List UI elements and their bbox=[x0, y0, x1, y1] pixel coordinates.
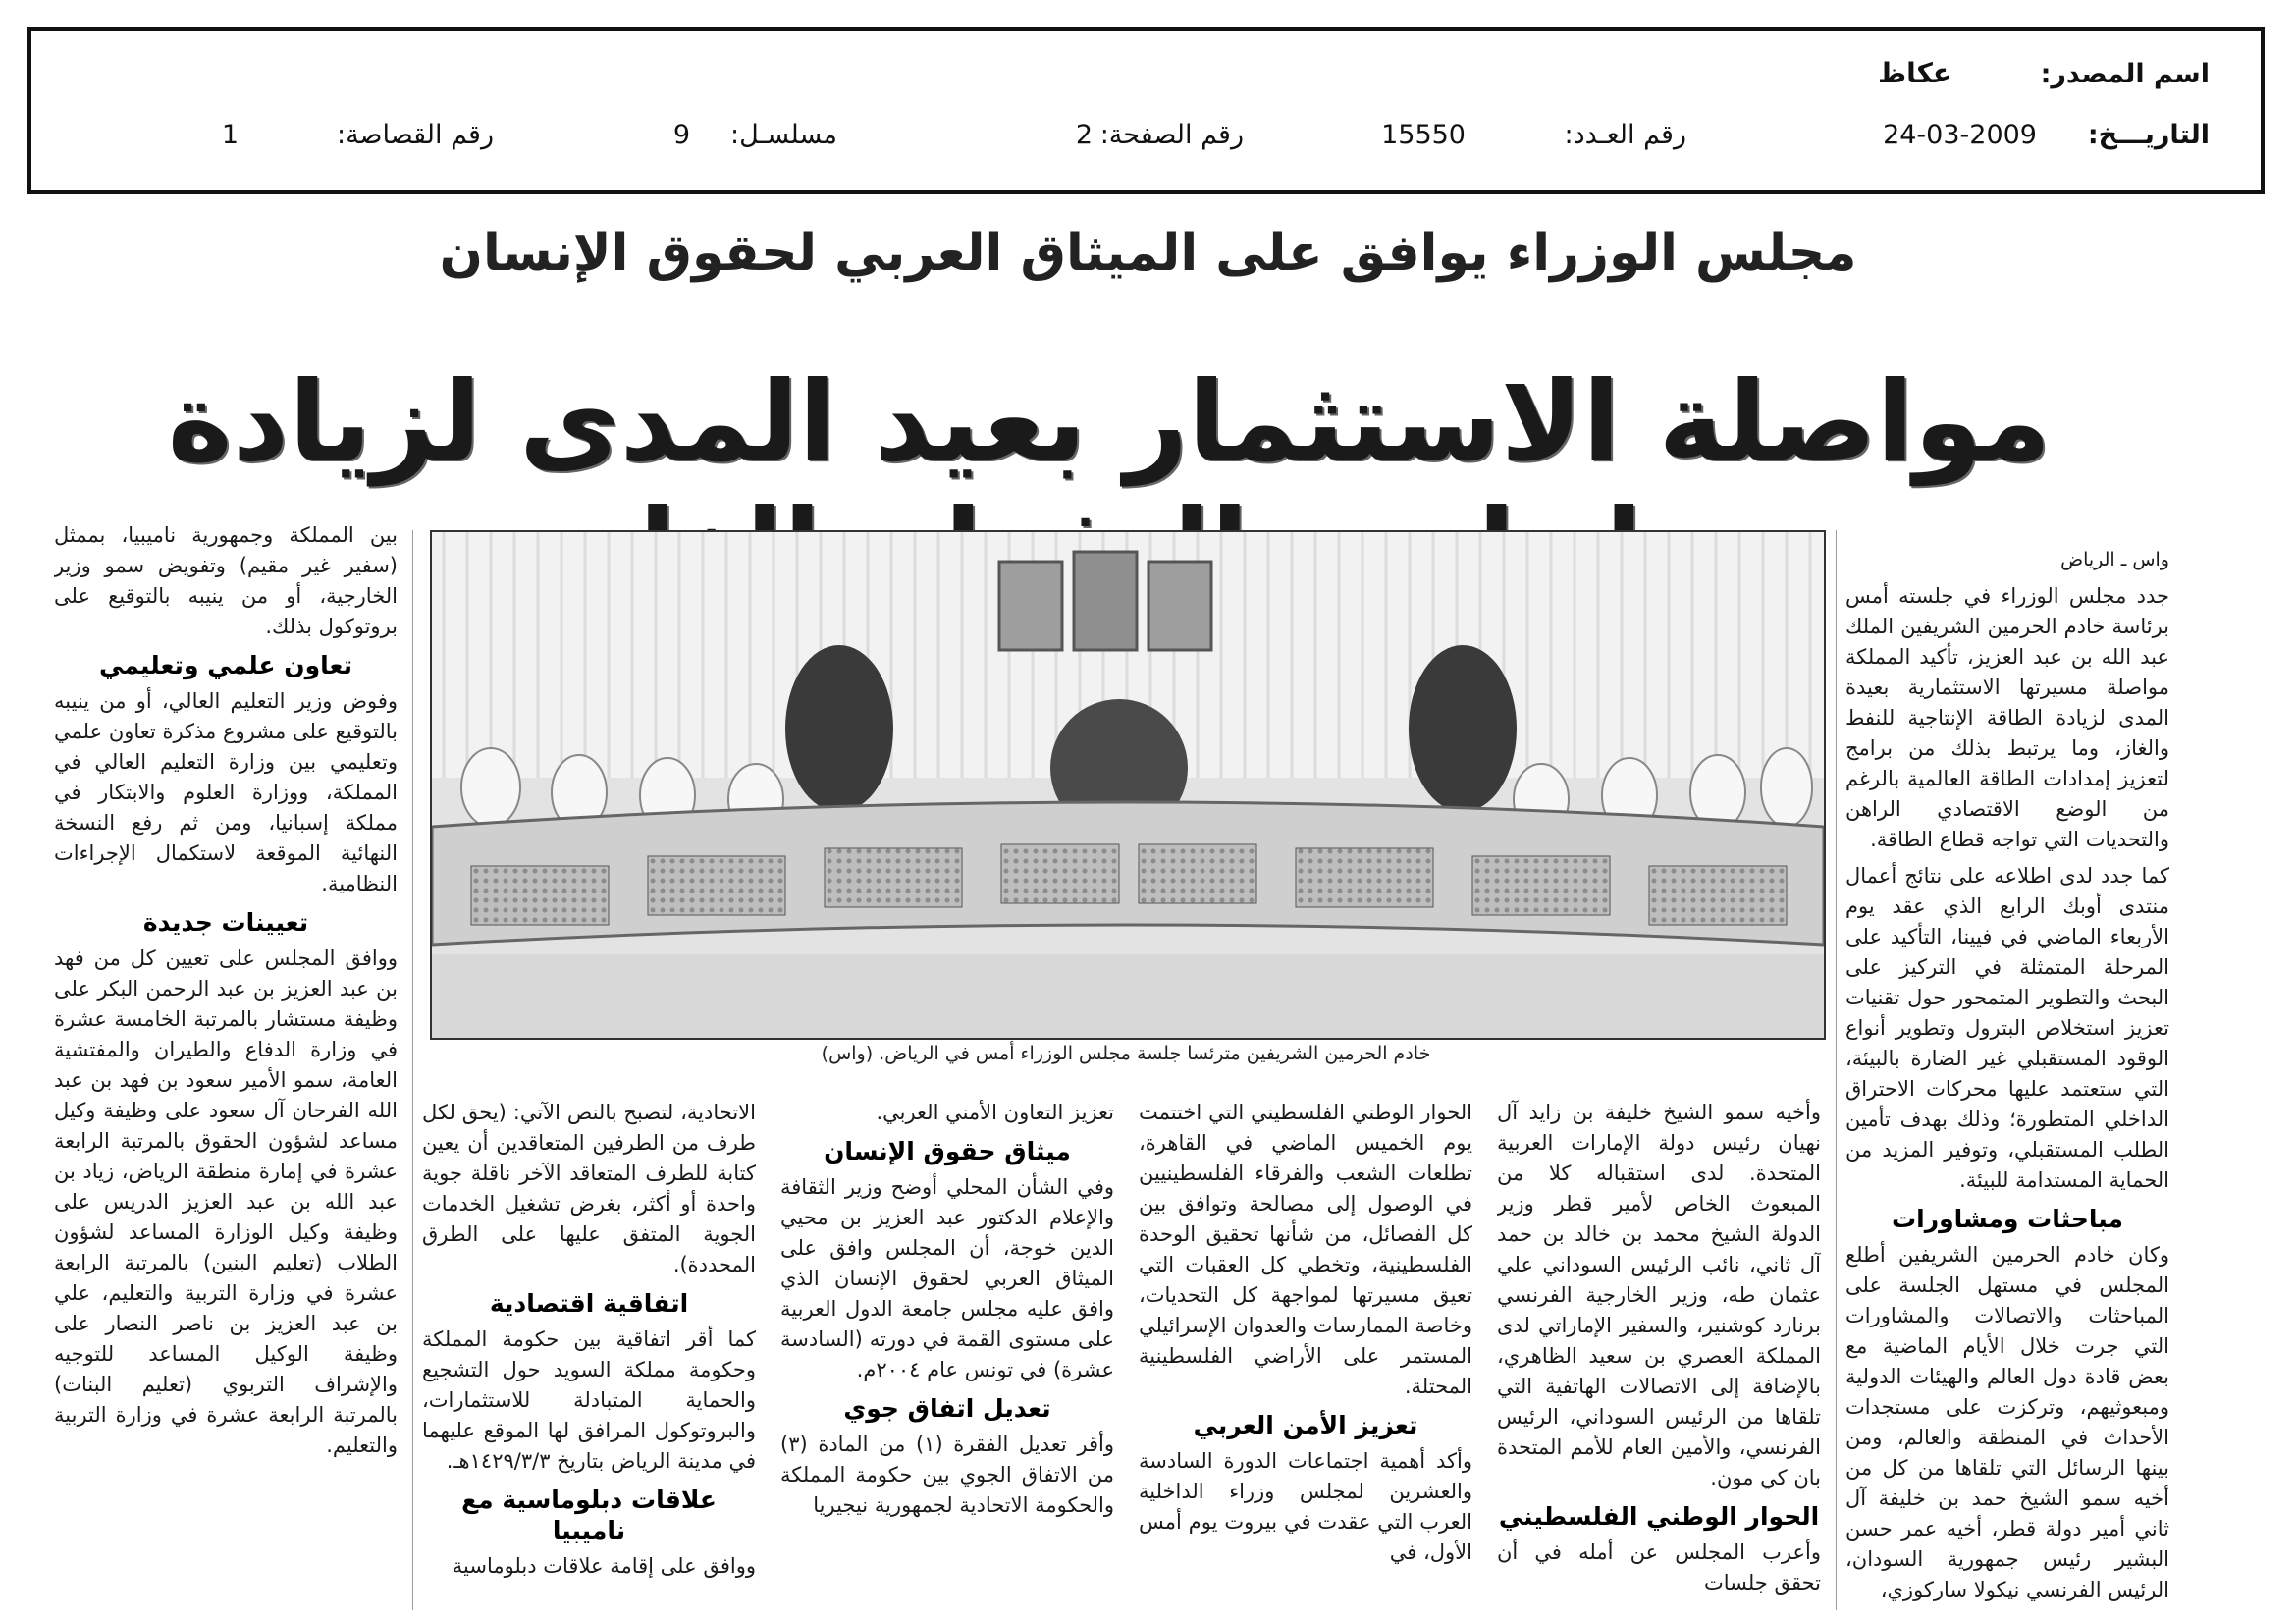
column-rule bbox=[412, 530, 413, 1610]
subheading: اتفاقية اقتصادية bbox=[489, 1289, 689, 1318]
page-value: 2 bbox=[1075, 120, 1093, 150]
paragraph: الاتحادية، لتصبح بالنص الآتي: (يحق لكل طرف من الطرفين المتعاقدين أن يعين كتابة للطرف المتعاقد الآخر ناقلة جوية واحدة أو أكثر، بغرض تشغيل الخدمات الجوية المتفق عليها على الطرق المحددة). bbox=[422, 1101, 756, 1276]
serial-value: 9 bbox=[672, 120, 690, 150]
paragraph: وأخيه سمو الشيخ خليفة بن زايد آل نهيان رئيس دولة الإمارات العربية المتحدة. لدى استقباله كلا من المبعوث الخاص لأمير قطر وزير الدولة الشيخ محمد بن خالد بن حمد آل ثاني، نائب الرئيس السوداني علي عثمان طه، وزير الخارجية الفرنسي برنارد كوشنير، والسفير الإماراتي لدى المملكة العصري بن سعيد الظاهري، بالإضافة إلى الاتصالات الهاتفية التي تلقاها من الرئيس السوداني، الرئيس الفرنسي، والأمين العام للأمم المتحدة بان كي مون. bbox=[1497, 1101, 1821, 1489]
date-value: 24-03-2009 bbox=[1883, 120, 2037, 150]
article-column-6 bbox=[54, 520, 398, 1613]
clip-label: رقم القصاصة: bbox=[336, 120, 494, 150]
paragraph: كما أقر اتفاقية بين حكومة المملكة وحكومة مملكة السويد حول التشجيع والحماية المتبادلة للاستثمارات، والبروتوكول المرافق لها الموقع عليهما في مدينة الرياض بتاريخ ١٤٢٩/٣/٣هـ. bbox=[422, 1327, 756, 1473]
paragraph: ووافق على إقامة علاقات دبلوماسية bbox=[452, 1554, 756, 1578]
paragraph: كما جدد لدى اطلاعه على نتائج أعمال منتدى أوبك الرابع الذي عقد يوم الأربعاء الماضي في فيينا، التأكيد على المرحلة المتمثلة في التركيز على البحث والتطوير المتمحور حول تقنيات تعزيز استخلاص البترول وتطوير أنواع الوقود المستقبلي غير الضارة بالبيئة، التي ستعتمد عليها محركات الاحتراق الداخلي المتطورة؛ وذلك بهدف تأمين الطلب المستقبلي، وتوفير المزيد من الحماية المستدامة للبيئة. bbox=[1845, 864, 2169, 1192]
paragraph: الحوار الوطني الفلسطيني التي اختتمت يوم الخميس الماضي في القاهرة، تطلعات الشعب والفرقاء الفلسطينيين في الوصول إلى مصالحة وتوافق بين كل الفصائل، من شأنها تحقيق الوحدة الفلسطينية، وتخطي كل العقبات التي تعيق مسيرتها لمواجهة كل التحديات، وخاصة الممارسات والعدوان الإسرائيلي المستمر على الأراضي الفلسطينية المحتلة. bbox=[1139, 1101, 1472, 1398]
paragraph: وفي الشأن المحلي أوضح وزير الثقافة والإعلام الدكتور عبد العزيز بن محيي الدين خوجة، أن المجلس وافق على الميثاق العربي لحقوق الإنسان الذي وافق عليه مجلس جامعة الدول العربية على مستوى القمة في دورته (السادسة عشرة) في تونس عام ٢٠٠٤م. bbox=[780, 1175, 1114, 1381]
paragraph: ووافق المجلس على تعيين كل من فهد بن عبد العزيز بن عبد الرحمن البكر على وظيفة مستشار بالمرتبة الخامسة عشرة في وزارة الدفاع والطيران والمفتشية العامة، سمو الأمير سعود بن فهد بن عبد الله الفرحان آل سعود على وظيفة وكيل مساعد لشؤون الحقوق بالمرتبة الرابعة عشرة في إمارة منطقة الرياض، زياد بن عبد الله بن عبد العزيز الدريس على وظيفة وكيل الوزارة المساعد لشؤون الطلاب (تعليم البنين) بالمرتبة الرابعة عشرة في وزارة التربية والتعليم، علي بن عبد العزيز بن ناصر النصار على وظيفة الوكيل المساعد للتوجيه والإشراف التربوي (تعليم البنات) بالمرتبة الرابعة عشرة في وزارة التربية والتعليم. bbox=[54, 947, 398, 1457]
paragraph: تعزيز التعاون الأمني العربي. bbox=[876, 1101, 1114, 1124]
photo-caption: خادم الحرمين الشريفين مترئسا جلسة مجلس الوزراء أمس في الرياض. (واس) bbox=[821, 1043, 1431, 1064]
subheading: تعيينات جديدة bbox=[142, 908, 309, 937]
article-column-4 bbox=[780, 1098, 1114, 1613]
paragraph: وكان خادم الحرمين الشريفين أطلع المجلس في مستهل الجلسة على المباحثات والاتصالات والمشاورات التي جرت خلال الأيام الماضية مع بعض قادة دول العالم والهيئات الدولية ومبعوثيهم، وتركزت على مستجدات الأحداث في المنطقة والعالم، ومن بينها الرسائل التي تلقاها من كل من أخيه سمو الشيخ حمد بن خليفة آل ثاني أمير دولة قطر، أخيه عمر حسن البشير رئيس جمهورية السودان، الرئيس الفرنسي نيكولا ساركوزي، bbox=[1845, 1243, 2169, 1601]
paragraph: وأكد أهمية اجتماعات الدورة السادسة والعشرين لمجلس وزراء الداخلية العرب التي عقدت في بيروت يوم أمس الأول، في bbox=[1139, 1449, 1472, 1564]
date-label: التاريـــخ: bbox=[2087, 120, 2210, 150]
issue-label: رقم العـدد: bbox=[1564, 120, 1686, 150]
article-column-1 bbox=[1845, 545, 2169, 1615]
subheading: تعاون علمي وتعليمي bbox=[98, 651, 352, 679]
column-rule bbox=[1836, 530, 1837, 1610]
clip-value: 1 bbox=[221, 120, 239, 150]
source-label: اسم المصدر: bbox=[2040, 59, 2210, 89]
article-column-3 bbox=[1139, 1098, 1472, 1613]
subheading: الحوار الوطني الفلسطيني bbox=[1498, 1502, 1820, 1531]
cabinet-session-photo bbox=[430, 530, 1826, 1040]
issue-value: 15550 bbox=[1381, 120, 1466, 150]
paragraph: وأعرب المجلس عن أمله في أن تحقق جلسات bbox=[1497, 1541, 1821, 1595]
subheading: تعديل اتفاق جوي bbox=[843, 1394, 1051, 1423]
paragraph: بين المملكة وجمهورية ناميبيا، بممثل (سفير غير مقيم) وتفويض سمو وزير الخارجية، أو من ينيبه بالتوقيع على بروتوكول بذلك. bbox=[54, 523, 398, 638]
page-label: رقم الصفحة: bbox=[1099, 120, 1244, 150]
article-kicker: مجلس الوزراء يوافق على الميثاق العربي لحقوق الإنسان bbox=[439, 224, 1857, 283]
article-column-5 bbox=[422, 1098, 756, 1613]
paragraph: وأقر تعديل الفقرة (١) من المادة (٣) من الاتفاق الجوي بين حكومة المملكة والحكومة الاتحادية لجمهورية نيجيريا bbox=[780, 1433, 1114, 1517]
cabinet-session-photo-drawing bbox=[432, 532, 1824, 1038]
source-value: عكاظ bbox=[1877, 57, 1951, 89]
paragraph: وفوض وزير التعليم العالي، أو من ينيبه بالتوقيع على مشروع مذكرة تعاون علمي وتعليمي بين وزارة التعليم العالي في المملكة، ووزارة العلوم والابتكار في مملكة إسبانيا، ومن ثم رفع النسخة النهائية الموقعة لاستكمال الإجراءات النظامية. bbox=[54, 689, 398, 895]
serial-label: مسلسـل: bbox=[729, 120, 837, 150]
clipping-header-box bbox=[27, 27, 2265, 194]
subheading: مباحثات ومشاورات bbox=[1892, 1205, 2123, 1233]
subheading: تعزيز الأمن العربي bbox=[1193, 1411, 1418, 1439]
article-headline: مواصلة الاستثمار بعيد المدى لزيادة bbox=[167, 358, 2052, 486]
paragraph: جدد مجلس الوزراء في جلسته أمس برئاسة خادم الحرمين الشريفين الملك عبد الله بن عبد العزيز، تأكيد المملكة مواصلة مسيرتها الاستثمارية بعيدة المدى لزيادة الطاقة الإنتاجية للنفط والغاز، وما يرتبط بذلك من برامج لتعزيز إمدادات الطاقة العالمية بالرغم من الوضع الاقتصادي الراهن والتحديات التي تواجه قطاع الطاقة. bbox=[1845, 584, 2169, 851]
subheading: ميثاق حقوق الإنسان bbox=[824, 1137, 1071, 1165]
subheading: علاقات دبلوماسية مع ناميبيا bbox=[461, 1486, 717, 1544]
byline: واس ـ الرياض bbox=[2060, 549, 2169, 570]
article-column-2 bbox=[1497, 1098, 1821, 1613]
